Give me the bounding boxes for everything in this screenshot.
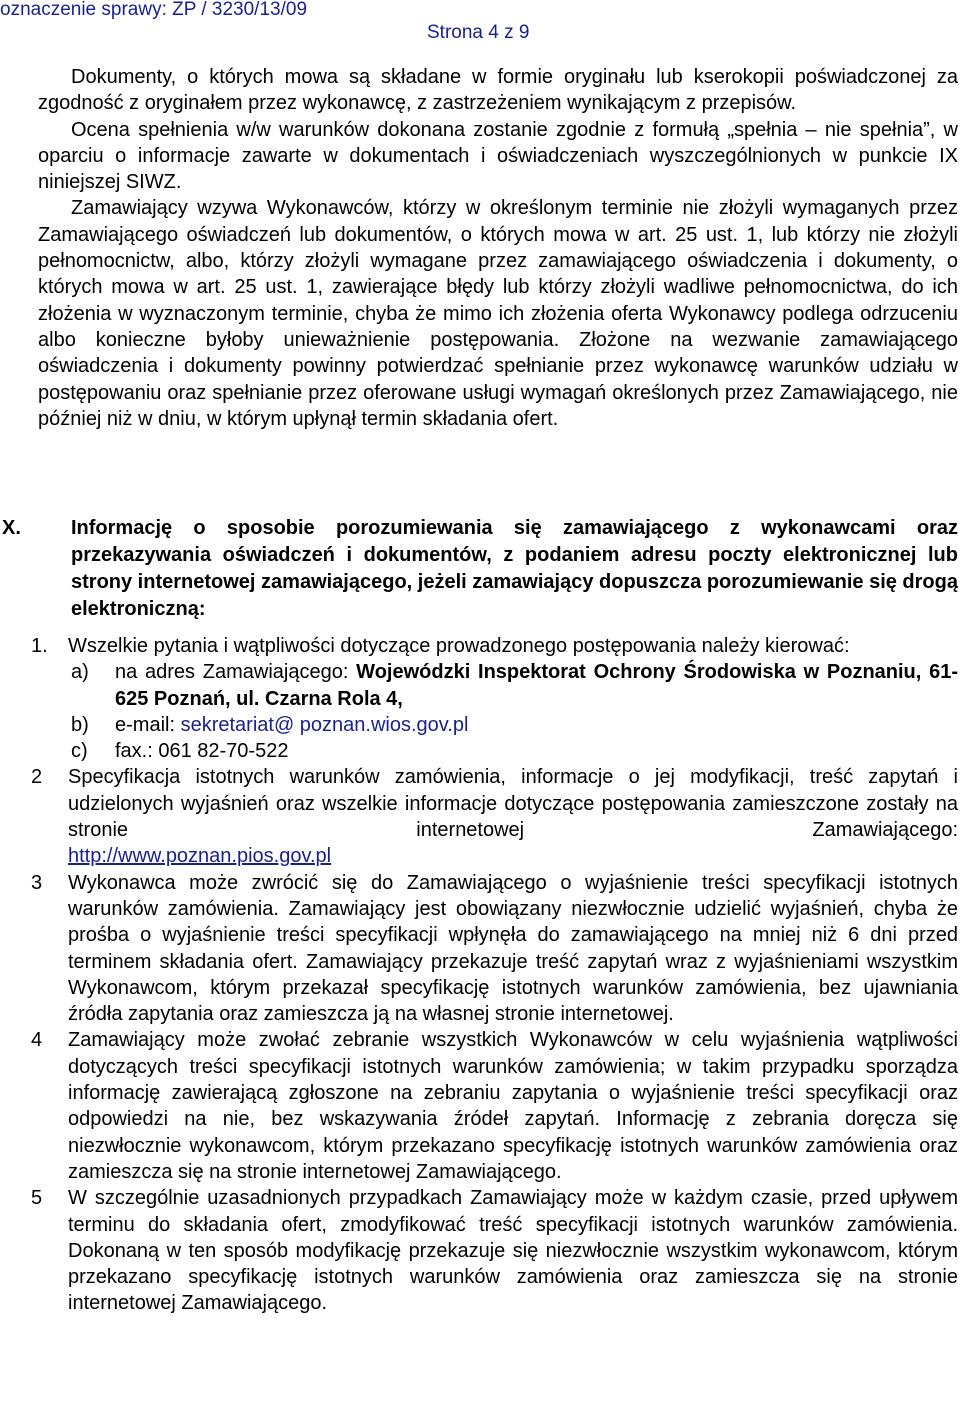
page-number: Strona 4 z 9 — [427, 22, 530, 43]
sub-item-label: c) — [71, 740, 88, 763]
list-item-number: 4 — [31, 1029, 43, 1052]
list-item-number: 1. — [31, 635, 48, 657]
list-item-text: Zamawiający może zwołać zebranie wszystkich Wykonawców w celu wyjaśnienia wątpliwości dotyczących treści specyfikacji istotnych warunków zamówienia; w takim przypadku sporządza informację zawierającą zgłoszone na zebraniu zapytania o wyjaśnienie treści specyfikacji oraz odpowiedzi na nie, bez wskazywania źródeł zapytań. Informację z zebrania doręcza się niezwłocznie wykonawcom, którym przekazano specyfikację istotnych warunków zamówienia oraz zamieszcza się na stronie internetowej Zamawiającego. — [68, 1029, 958, 1183]
list-item-number: 3 — [31, 871, 43, 894]
email-link[interactable]: sekretariat@ poznan.wios.gov.pl — [180, 713, 469, 736]
sub-item-a-text — [115, 659, 958, 712]
list-item-2 — [0, 764, 958, 869]
list-item-text: W szczególnie uzasadnionych przypadkach Zamawiający może w każdym czasie, przed upływem terminu do składania ofert, zmodyfikować treść specyfikacji istotnych warunków zamówienia. Dokonaną w ten sposób modyfikację przekazuje się niezwłocznie wszystkim wykonawcom, którym przekazano specyfikację istotnych warunków zamówienia oraz zamieszcza się na stronie internetowej Zamawiającego. — [68, 1187, 958, 1315]
address-value: Wojewódzki Inspektorat Ochrony Środowiska w Poznaniu, 61-625 Poznań, ul. Czarna Rola 4, — [115, 661, 958, 710]
sub-item-label: a) — [71, 661, 89, 684]
sub-item-label: b) — [71, 713, 89, 736]
list-item-number: 2 — [31, 766, 43, 789]
numbered-list — [0, 633, 960, 1317]
sub-item-b-text — [115, 712, 958, 738]
sub-item-b — [68, 712, 958, 738]
email-prefix: e-mail: — [115, 713, 181, 736]
sub-item-a — [68, 659, 958, 712]
section-number: X. — [2, 517, 21, 539]
address-prefix: na adres Zamawiającego: — [115, 661, 357, 684]
list-item-text: Specyfikacja istotnych warunków zamówienia, informacje o jej modyfikacji, treść zapytań i udzielonych wyjaśnień oraz wszelkie informacje dotyczące postępowania zamieszczone zostały na stronie internetowej Zamawiającego: — [68, 766, 958, 842]
list-item-3 — [0, 870, 958, 1028]
website-link[interactable]: http://www.poznan.pios.gov.pl — [68, 845, 332, 868]
fax-text: fax.: 061 82-70-522 — [115, 740, 289, 763]
url-line — [68, 843, 958, 869]
page-header — [0, 0, 960, 60]
list-item-text: Wszelkie pytania i wątpliwości dotyczące prowadzonego postępowania należy kierować: — [68, 635, 850, 657]
intro-block — [38, 64, 958, 432]
case-reference: oznaczenie sprawy: ZP / 3230/13/09 — [0, 0, 308, 20]
list-item-text: Wykonawca może zwrócić się do Zamawiającego o wyjaśnienie treści specyfikacji istotnych warunków zamówienia. Zamawiający jest obowiązany niezwłocznie udzielić wyjaśnień, chyba że prośba o wyjaśnienie treści specyfikacji wpłynęła do zamawiającego na mniej niż 6 dni przed terminem składania ofert. Zamawiający przekazuje treść zapytań wraz z wyjaśnieniami wszystkim Wykonawcom, którym przekazał specyfikację istotnych warunków zamówienia, bez ujawniania źródła zapytania oraz zamieszcza ją na własnej stronie internetowej. — [68, 871, 958, 1026]
section-title: Informację o sposobie porozumiewania się zamawiającego z wykonawcami oraz przekazywania oświadczeń i dokumentów, z podaniem adresu poczty elektronicznej lub strony internetowej zamawiającego, jeżeli zamawiający dopuszcza porozumiewanie się drogą elektroniczną: — [71, 517, 958, 620]
list-item-4 — [0, 1027, 958, 1185]
list-item-5 — [0, 1185, 958, 1316]
intro-paragraph-documents: Dokumenty, o których mowa są składane w formie oryginału lub kserokopii poświadczonej za zgodność z oryginałem przez wykonawcę, z zastrzeżeniem wynikającym z przepisów. — [38, 66, 958, 115]
list-item-1 — [0, 633, 958, 764]
intro-paragraph-evaluation: Ocena spełnienia w/w warunków dokonana zostanie zgodnie z formułą „spełnia – nie spełnia”, w oparciu o informacje zawarte w dokumentach i oświadczeniach wyszczególnionych w punkcie IX niniejszej SIWZ. — [38, 118, 958, 194]
intro-paragraph-summons: Zamawiający wzywa Wykonawców, którzy w określonym terminie nie złożyli wymaganych przez Zamawiającego oświadczeń lub dokumentów, o których mowa w art. 25 ust. 1, lub którzy nie złożyli pełnomocnictw, albo, którzy złożyli wymagane przez zamawiającego oświadczenia i dokumenty, o których mowa w art. 25 ust. 1, zawierające błędy lub którzy złożyli wadliwe pełnomocnictwa, do ich złożenia w wyznaczonym terminie, chyba że mimo ich złożenia oferta Wykonawcy podlega odrzuceniu albo konieczne byłoby unieważnienie postępowania. Złożone na wezwanie zamawiającego oświadczenia i dokumenty powinny potwierdzać spełnianie przez wykonawcę warunków udziału w postępowaniu oraz spełnianie przez oferowane usługi wymagań określonych przez Zamawiającego, nie później niż w dniu, w którym upłynął termin składania ofert. — [38, 197, 958, 430]
list-item-number: 5 — [31, 1187, 43, 1210]
sub-item-c — [68, 738, 958, 764]
